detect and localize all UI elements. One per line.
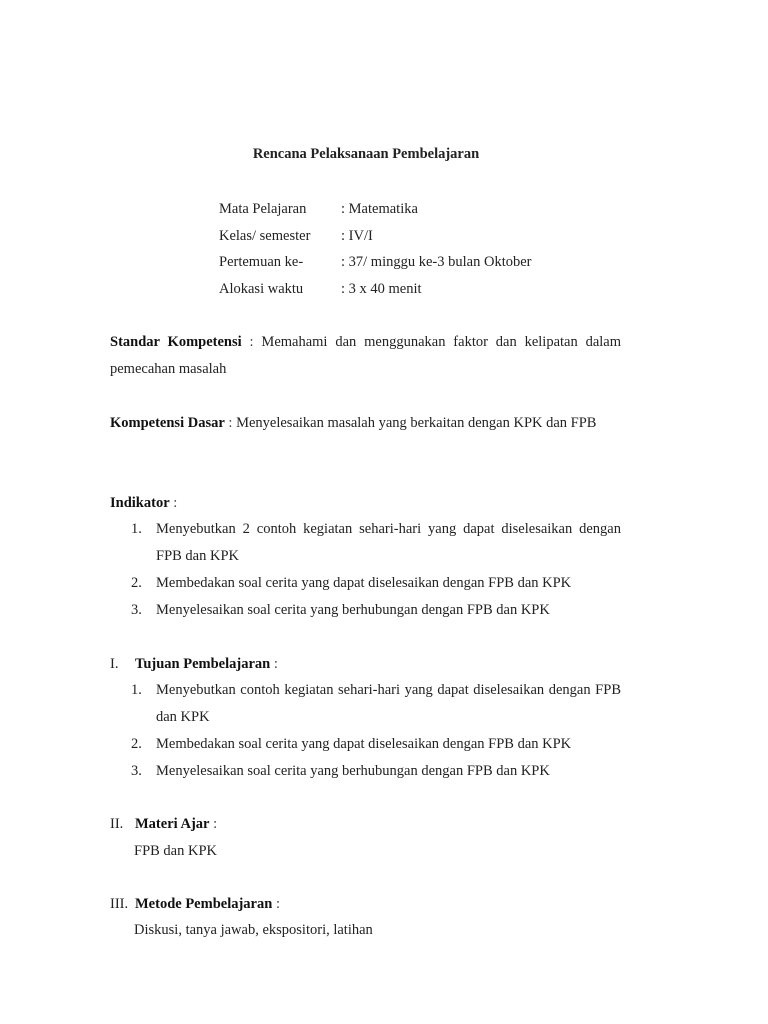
info-label: Mata Pelajaran [219,201,307,217]
standar-label: Standar Kompetensi [110,334,242,350]
metode-label: Metode Pembelajaran [135,896,273,912]
metode-heading [110,894,280,914]
info-table [219,199,639,306]
indikator-label: Indikator [110,495,170,511]
tujuan-label: Tujuan Pembelajaran [135,656,271,672]
list-item [131,758,621,785]
materi-heading [110,814,217,834]
list-text: Menyelesaikan soal cerita yang berhubungan dengan FPB dan KPK [156,763,550,779]
indikator-list [131,516,621,624]
info-value: : 37/ minggu ke-3 bulan Oktober [341,254,532,271]
list-number: 1. [131,682,142,698]
info-label: Kelas/ semester [219,227,311,244]
materi-label: Materi Ajar [135,816,210,832]
list-text: Menyebutkan 2 contoh kegiatan sehari-hari yang dapat diselesaikan dengan FPB dan KPK [156,521,621,564]
kompetensi-sep: : [224,415,237,431]
info-label: Pertemuan ke- [219,254,304,271]
tujuan-list [131,677,621,785]
materi-text: FPB dan KPK [134,843,217,859]
tujuan-sep: : [270,656,278,672]
list-number: 3. [131,602,142,618]
list-item [131,677,621,731]
list-item [131,516,621,570]
kompetensi-text: Menyelesaikan masalah yang berkaitan dengan KPK dan FPB [236,415,597,431]
list-number: 2. [131,736,142,752]
standar-text: Memahami dan menggunakan faktor dan kelipatan dalam pemecahan masalah [110,334,622,377]
section-number: II. [110,816,124,832]
kompetensi-dasar [110,410,621,437]
list-text: Menyelesaikan soal cerita yang berhubungan dengan FPB dan KPK [156,602,550,618]
info-label: Alokasi waktu [219,281,304,298]
list-number: 1. [131,521,142,537]
info-value: : 3 x 40 menit [341,281,422,298]
list-number: 2. [131,575,142,591]
document-title: Rencana Pelaksanaan Pembelajaran [252,146,480,162]
standar-sep: : [241,334,262,350]
section-number: III. [110,896,129,912]
metode-sep: : [272,896,280,912]
materi-sep: : [209,816,218,832]
standar-kompetensi [110,329,621,383]
info-row-time [219,279,639,306]
list-item [131,597,621,624]
section-number: I. [110,656,119,672]
metode-text: Diskusi, tanya jawab, ekspositori, latihan [134,922,373,938]
info-row-meeting [219,252,639,279]
indikator-heading [110,493,177,513]
info-value: : IV/I [341,227,373,244]
indikator-sep: : [169,495,178,511]
list-number: 3. [131,763,142,779]
info-value: : Matematika [341,201,418,217]
list-text: Membedakan soal cerita yang dapat diselesaikan dengan FPB dan KPK [156,575,572,591]
info-row-class [219,226,639,253]
list-text: Membedakan soal cerita yang dapat diselesaikan dengan FPB dan KPK [156,736,572,752]
list-item [131,731,621,758]
list-text: Menyebutkan contoh kegiatan sehari-hari yang dapat diselesaikan dengan FPB dan KPK [156,682,621,725]
tujuan-heading [110,654,278,674]
info-row-subject [219,199,639,226]
kompetensi-label: Kompetensi Dasar [110,415,225,431]
list-item [131,570,621,597]
